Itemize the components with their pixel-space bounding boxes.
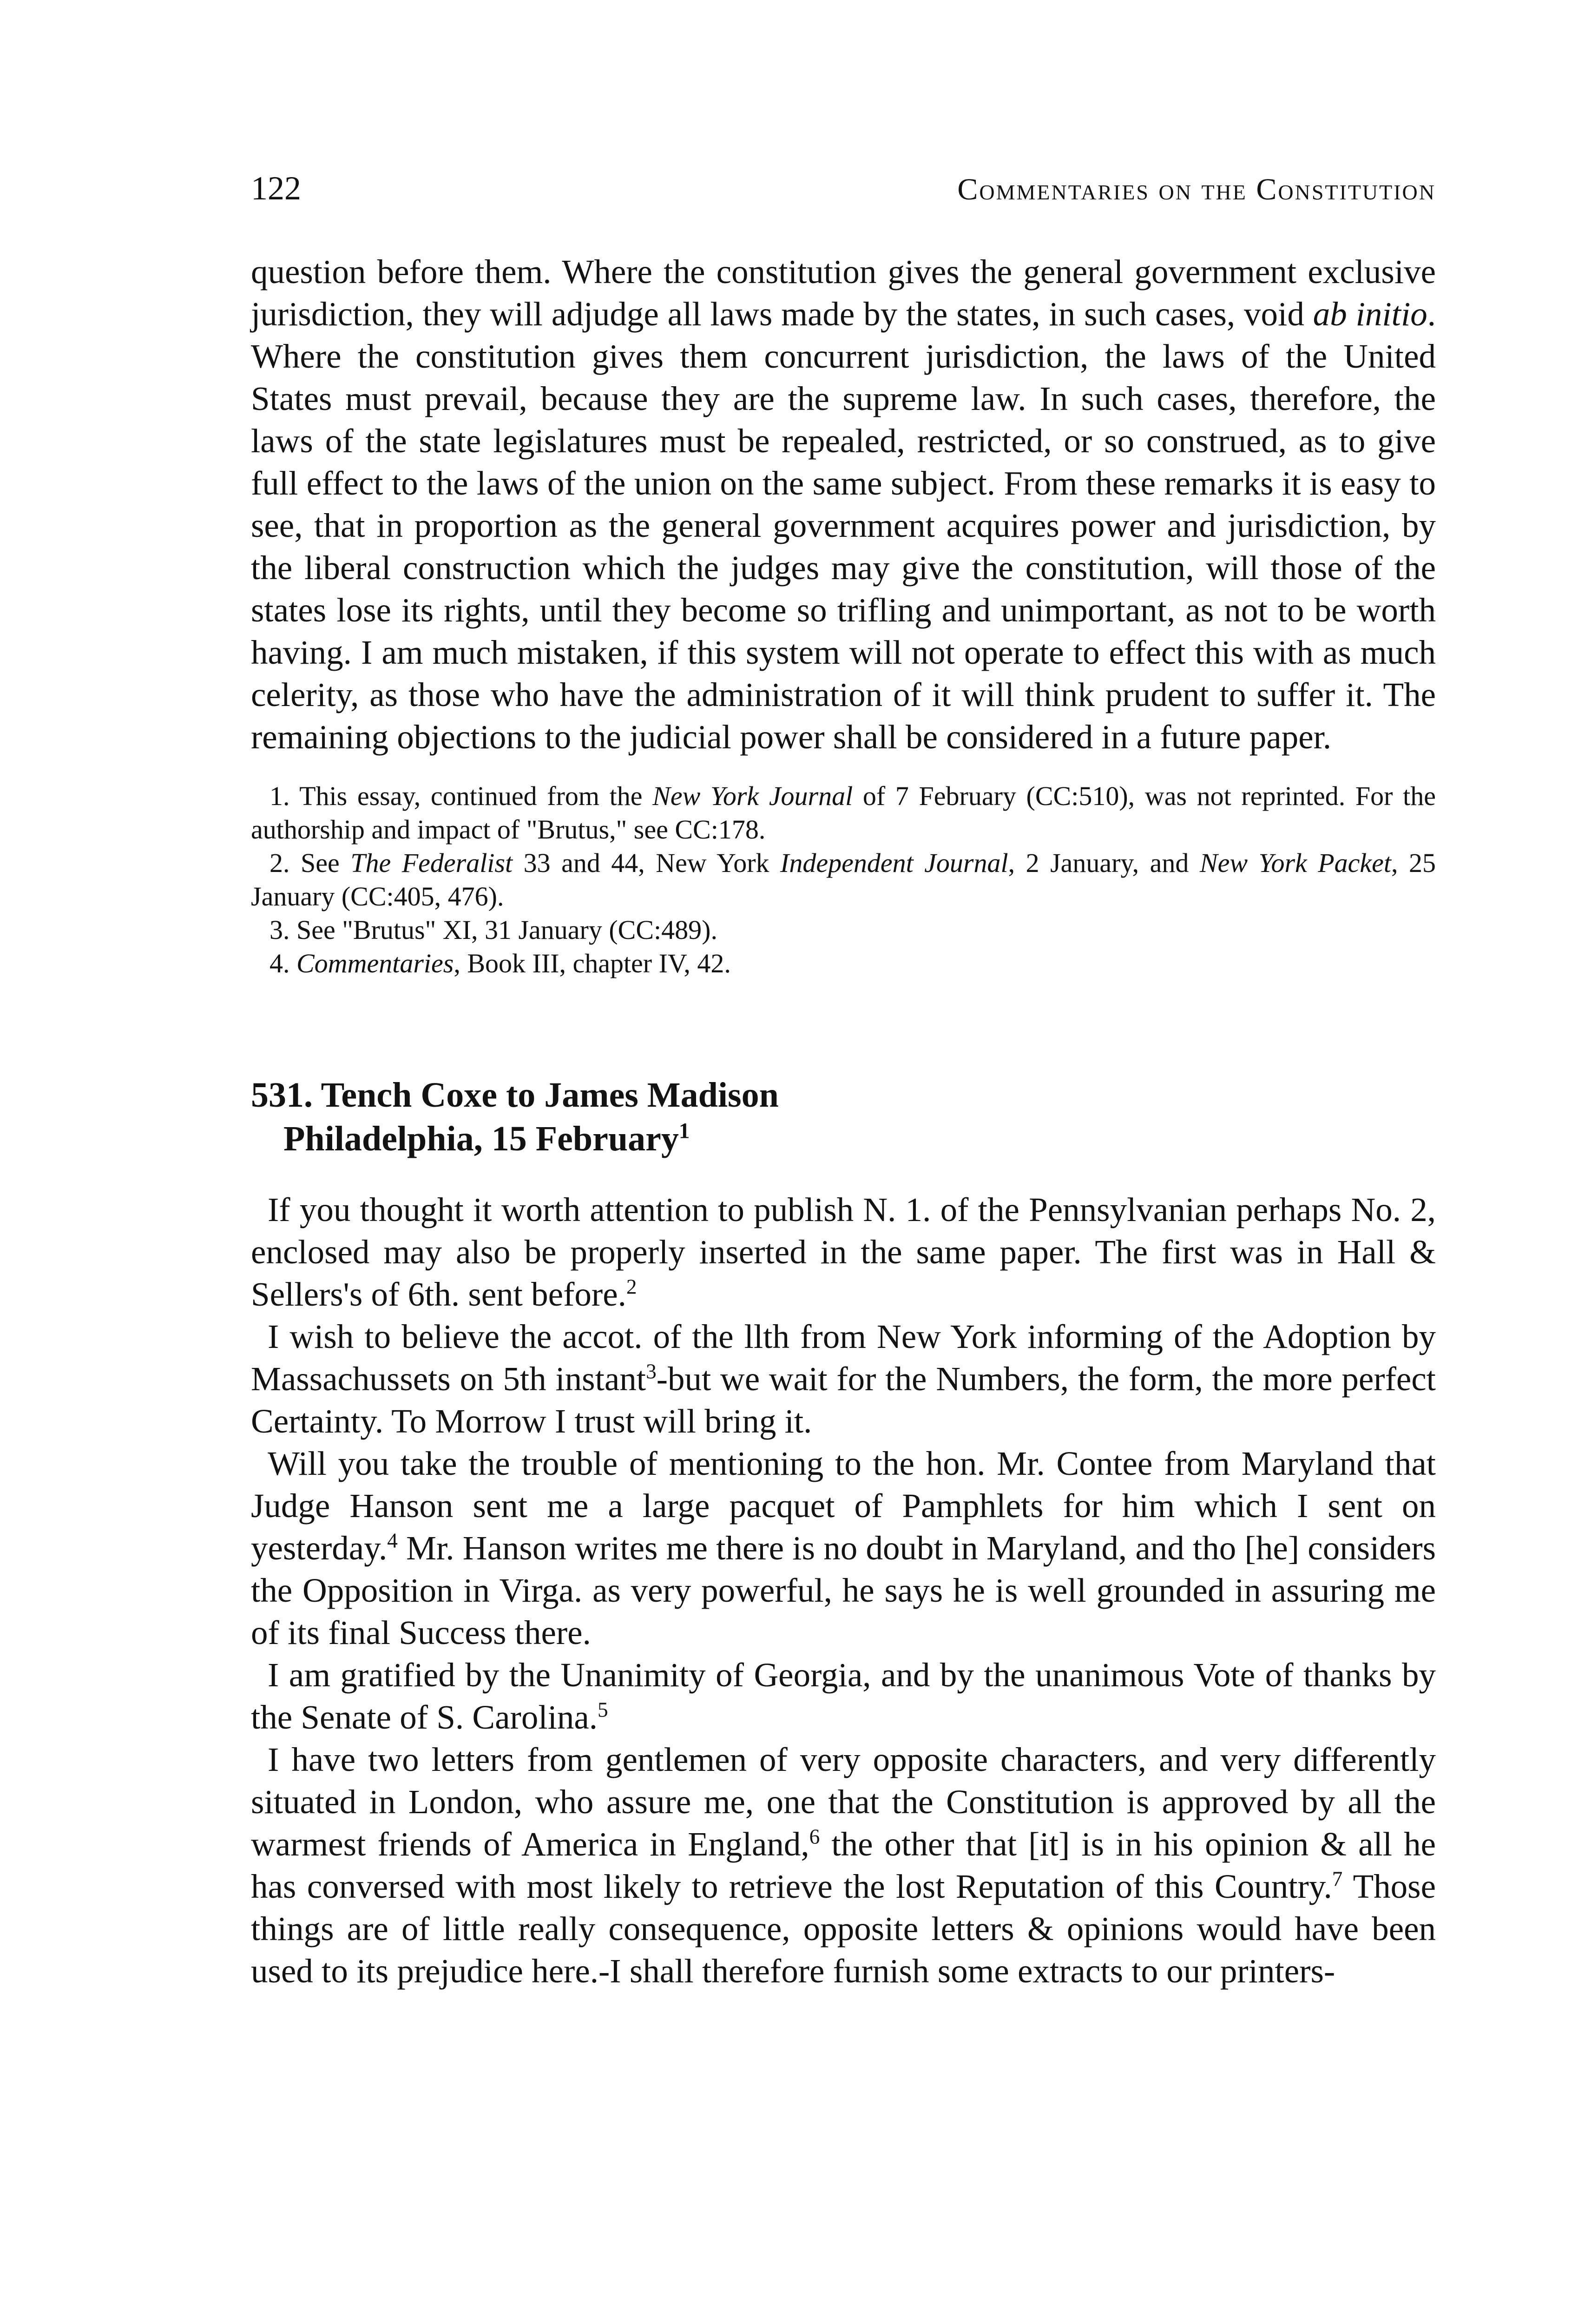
- text-run: the other that [it] is in his opinion & all he has conversed with most likely to retrieve the lost Reputation of this Country.: [251, 1825, 1436, 1905]
- text-run: I wish to believe the accot. of the llth from New York informing of the Adoption by Massachussets on 5th instant: [251, 1318, 1436, 1398]
- text-run: -but we wait for the Numbers, the form, the more perfect Certainty. To Morrow I trust will bring it.: [251, 1360, 1436, 1440]
- document-place-date: [251, 1117, 1436, 1161]
- italic-title: Commentaries: [296, 948, 454, 978]
- note-ref: 1: [678, 1119, 690, 1143]
- page-number: 122: [251, 170, 301, 207]
- running-head: [251, 167, 1436, 211]
- letter-body: [251, 1188, 1436, 1992]
- text-run: 2. See: [270, 848, 351, 878]
- document-heading: [251, 1073, 1436, 1161]
- continued-essay: [251, 251, 1436, 758]
- text-run: of 7 February (CC:510), was not reprinted. For the authorship and impact of "Brutus," see CC:178.: [251, 781, 1436, 845]
- text-run: 33 and 44, New York: [513, 848, 781, 878]
- document-title: 531. Tench Coxe to James Madison: [251, 1076, 779, 1115]
- footnotes: [251, 779, 1436, 980]
- italic-title: New York Packet: [1199, 848, 1392, 878]
- essay-paragraph: [251, 251, 1436, 758]
- text-run: Those things are of little really consequence, opposite letters & opinions would have been used to its prejudice here.-I shall therefore furnish some extracts to our printers-: [251, 1868, 1436, 1990]
- note-ref: 3: [646, 1360, 657, 1383]
- text-run: , 2 January, and: [1008, 848, 1200, 878]
- letter-paragraph: [251, 1738, 1436, 1992]
- text-run: . Where the constitution gives them concurrent jurisdiction, the laws of the United States must prevail, because they are the supreme law. In such cases, therefore, the laws of the state legislatures must be repealed, restricted, or so construed, as to give full effect to the laws of the union on the same subject. From these remarks it is easy to see, that in proportion as the general government acquires power and jurisdiction, by the liberal construction which the judges may give the constitution, will those of the states lose its rights, until they become so trifling and unimportant, as not to be worth having. I am much mistaken, if this system will not operate to effect this with as much celerity, as those who have the administration of it will think prudent to suffer it. The remaining objections to the judicial power shall be considered in a future paper.: [251, 295, 1436, 756]
- italic-title: Independent Journal: [780, 848, 1008, 878]
- footnote-1: [251, 779, 1436, 846]
- running-title: Commentaries on the Constitution: [957, 172, 1436, 206]
- text-run: , Book III, chapter IV, 42.: [454, 948, 731, 978]
- letter-paragraph: [251, 1654, 1436, 1738]
- note-ref: 4: [387, 1529, 398, 1552]
- note-ref: 7: [1332, 1867, 1343, 1891]
- italic-title: New York Journal: [652, 781, 853, 811]
- note-ref: 2: [626, 1275, 637, 1299]
- text-run: I am gratified by the Unanimity of Georgia, and by the unanimous Vote of thanks by the Senate of S. Carolina.: [251, 1656, 1436, 1736]
- text-run: If you thought it worth attention to publish N. 1. of the Pennsylvanian perhaps No. 2, enclosed may also be properly inserted in the same paper. The first was in Hall & Sellers's of 6th. sent before.: [251, 1191, 1436, 1313]
- document-page: [251, 167, 1436, 1992]
- text-run: 1. This essay, continued from the: [270, 781, 653, 811]
- footnote-2: [251, 846, 1436, 913]
- footnote-4: [251, 947, 1436, 980]
- letter-paragraph: [251, 1315, 1436, 1442]
- note-ref: 5: [598, 1698, 608, 1722]
- text-run: Will you take the trouble of mentioning to the hon. Mr. Contee from Maryland that Judge Hanson sent me a large pacquet of Pamphlets for him which I sent on yesterday.: [251, 1445, 1436, 1567]
- text-run: Philadelphia, 15 February: [283, 1119, 679, 1158]
- text-run: question before them. Where the constitution gives the general government exclusive jurisdiction, they will adjudge all laws made by the states, in such cases, void: [251, 253, 1436, 333]
- text-run: 4.: [270, 948, 296, 978]
- note-ref: 6: [809, 1825, 820, 1849]
- text-run: , 25 January (CC:405, 476).: [251, 848, 1436, 911]
- italic-title: The Federalist: [350, 848, 513, 878]
- letter-paragraph: [251, 1188, 1436, 1315]
- footnote-3: 3. See "Brutus" XI, 31 January (CC:489).: [270, 915, 717, 945]
- text-run: I have two letters from gentlemen of very opposite characters, and very differently situated in London, who assure me, one that the Constitution is approved by all the warmest friends of America in England,: [251, 1741, 1436, 1863]
- text-run: Mr. Hanson writes me there is no doubt in Maryland, and tho [he] considers the Opposition in Virga. as very powerful, he says he is well grounded in assuring me of its final Success there.: [251, 1529, 1436, 1651]
- letter-paragraph: [251, 1442, 1436, 1654]
- italic-phrase: ab initio: [1313, 295, 1427, 333]
